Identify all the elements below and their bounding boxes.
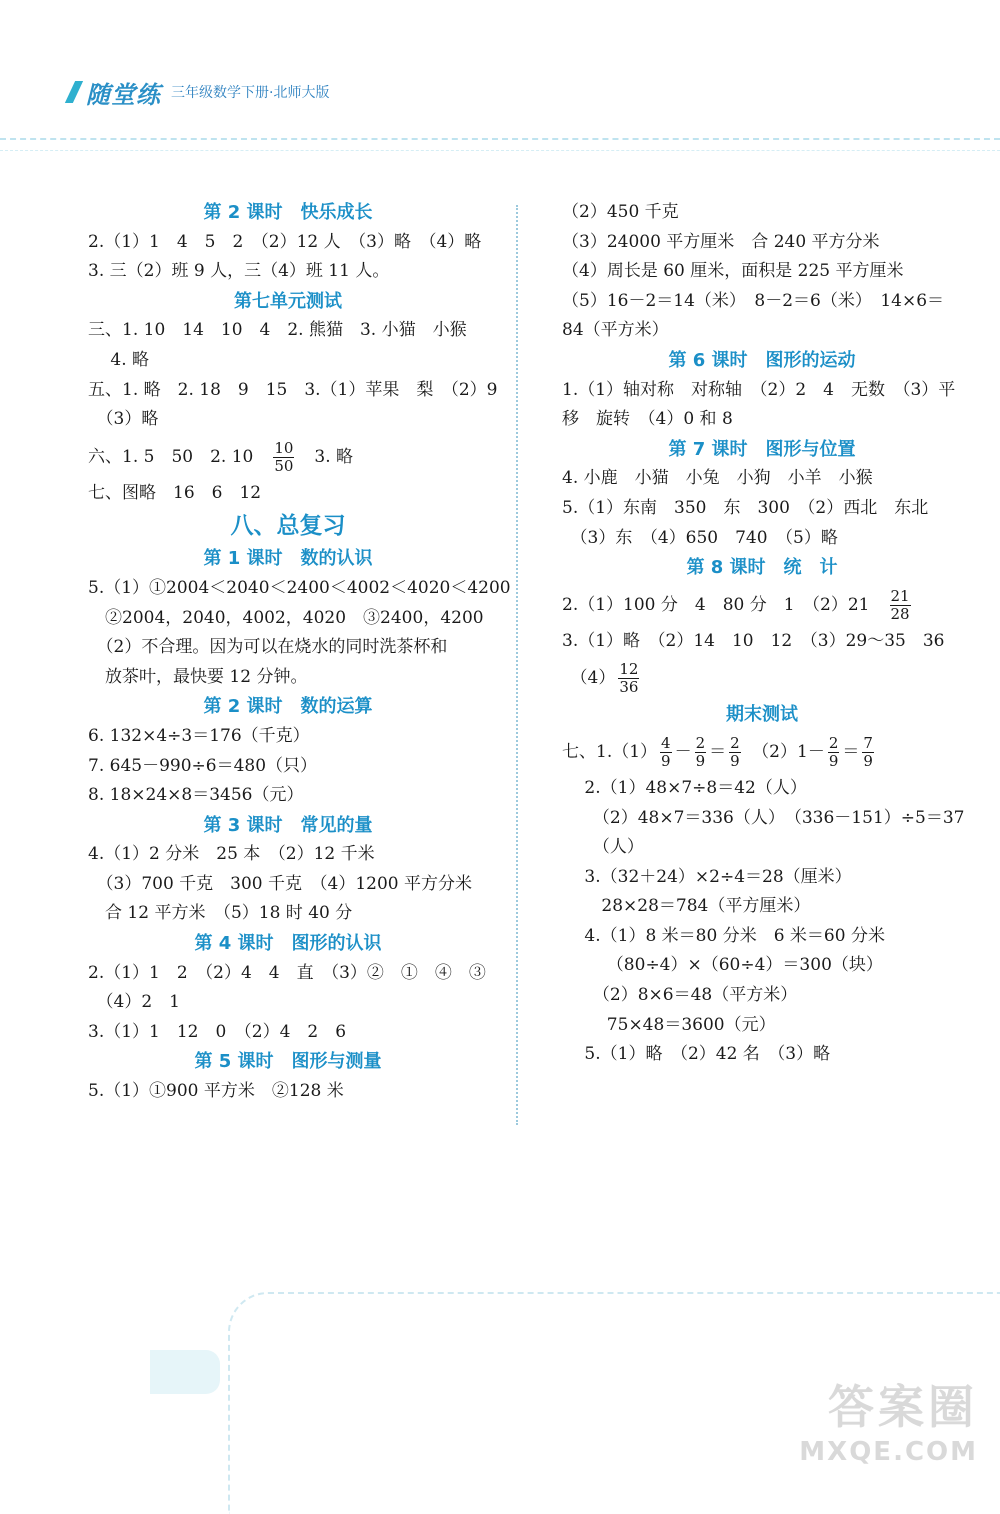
watermark bbox=[799, 1371, 978, 1467]
answer-line: 2.（1）48×7÷8＝42（人） bbox=[562, 777, 807, 798]
watermark-logo: 答案圈 bbox=[828, 1380, 978, 1434]
answer-line: 放茶叶，最快要 12 分钟。 bbox=[88, 666, 308, 687]
section-heading: 第 4 课时 图形的认识 bbox=[194, 933, 382, 955]
denominator: 9 bbox=[695, 751, 706, 770]
section-heading: 第 1 课时 数的认识 bbox=[203, 548, 373, 570]
operator: ＝ bbox=[842, 741, 860, 762]
answer-line: 3.（32＋24）×2÷4＝28（厘米） bbox=[562, 866, 852, 887]
answer-line: 1.（1）轴对称 对称轴 （2）2 4 无数 （3）平 bbox=[562, 379, 956, 400]
fraction bbox=[273, 440, 294, 475]
answer-line: 84（平方米） bbox=[562, 320, 669, 341]
answer-line: ②2004，2040，4002，4020 ③2400，4200 bbox=[88, 607, 484, 628]
answer-line: 3.（1）略 （2）14 10 12 （3）29～35 36 bbox=[562, 630, 945, 651]
answer-column-left bbox=[88, 198, 511, 1107]
answer-line: 移 旋转 （4）0 和 8 bbox=[562, 409, 733, 430]
section-heading: 第 8 课时 统 计 bbox=[686, 557, 838, 579]
numerator: 2 bbox=[695, 733, 706, 752]
answer-line: 5.（1）①900 平方米 ②128 米 bbox=[88, 1081, 344, 1102]
page-tab bbox=[150, 1350, 220, 1394]
header-divider-secondary bbox=[0, 150, 1000, 151]
fraction bbox=[729, 735, 741, 770]
numerator: 21 bbox=[890, 586, 910, 605]
answer-line: 5.（1）东南 350 东 300 （2）西北 东北 bbox=[562, 497, 929, 518]
book-title: 三年级数学下册·北师大版 bbox=[171, 85, 330, 101]
answer-line: （3）700 千克 300 千克 （4）1200 平方分米 bbox=[88, 873, 473, 894]
answer-line: 5.（1）略 （2）42 名 （3）略 bbox=[562, 1044, 831, 1065]
series-logo: 随堂练 bbox=[86, 80, 161, 109]
header-divider bbox=[0, 138, 1000, 140]
answer-line: 2.（1）1 4 5 2 （2）12 人 （3）略 （4）略 bbox=[88, 231, 482, 252]
section-heading: 第 7 课时 图形与位置 bbox=[668, 438, 856, 460]
answer-text: 七、1.（1） bbox=[562, 741, 658, 762]
answer-line: （人） bbox=[562, 837, 644, 858]
answer-line: （5）16－2＝14（米） 8－2＝6（米） 14×6＝ bbox=[562, 290, 945, 311]
numerator: 2 bbox=[730, 733, 740, 752]
answer-line: 合 12 平方米 （5）18 时 40 分 bbox=[88, 903, 353, 924]
answer-line: 4. 略 bbox=[88, 349, 150, 370]
answer-text: 2.（1）100 分 4 80 分 1 （2）21 bbox=[562, 594, 887, 615]
section-heading: 第七单元测试 bbox=[234, 290, 342, 312]
numerator: 10 bbox=[274, 438, 294, 457]
answer-line: 五、1. 略 2. 18 9 15 3.（1）苹果 梨 （2）9 bbox=[88, 379, 498, 400]
answer-line: （3）略 bbox=[88, 409, 159, 430]
answer-line: （3）东 （4）650 740 （5）略 bbox=[562, 527, 838, 548]
fraction bbox=[890, 588, 911, 623]
answer-line: （4）2 1 bbox=[88, 992, 180, 1013]
column-divider bbox=[516, 205, 518, 1125]
section-heading: 第 5 课时 图形与测量 bbox=[194, 1051, 382, 1073]
answer-line bbox=[88, 435, 488, 479]
denominator: 9 bbox=[863, 751, 873, 770]
denominator: 9 bbox=[661, 751, 671, 770]
section-heading: 期末测试 bbox=[726, 704, 798, 726]
answer-line bbox=[562, 583, 962, 627]
answer-line: 28×28＝784（平方厘米） bbox=[562, 896, 811, 917]
answer-line: （4）周长是 60 厘米，面积是 225 平方厘米 bbox=[562, 261, 904, 282]
answer-line: 七、图略 16 6 12 bbox=[88, 482, 262, 503]
pen-icon bbox=[65, 81, 83, 103]
page-header bbox=[70, 72, 329, 112]
answer-text: 3. 略 bbox=[297, 446, 354, 467]
numerator: 12 bbox=[619, 660, 639, 679]
fraction bbox=[862, 735, 874, 770]
operator: － bbox=[674, 741, 692, 762]
section-heading: 第 2 课时 数的运算 bbox=[203, 696, 373, 718]
answer-line: 75×48＝3600（元） bbox=[562, 1014, 776, 1035]
answer-line: （3）24000 平方厘米 合 240 平方分米 bbox=[562, 231, 880, 252]
answer-line: 4.（1）2 分米 25 本 （2）12 千米 bbox=[88, 844, 375, 865]
denominator: 36 bbox=[619, 678, 639, 697]
answer-text: （4） bbox=[562, 668, 616, 689]
answer-column-right bbox=[562, 198, 965, 1070]
answer-line bbox=[562, 656, 962, 700]
answer-line bbox=[562, 730, 962, 774]
answer-line: （2）8×6＝48（平方米） bbox=[562, 985, 798, 1006]
fraction bbox=[660, 735, 672, 770]
answer-text: （2）1－ bbox=[743, 741, 825, 762]
answer-line: （2）48×7＝336（人） （336－151）÷5＝37 bbox=[562, 807, 965, 828]
denominator: 9 bbox=[828, 751, 839, 770]
numerator: 4 bbox=[661, 733, 671, 752]
answer-line: 4. 小鹿 小猫 小兔 小狗 小羊 小猴 bbox=[562, 468, 873, 489]
chapter-heading: 八、总复习 bbox=[230, 513, 346, 540]
denominator: 50 bbox=[274, 456, 294, 475]
denominator: 9 bbox=[730, 751, 740, 770]
section-heading: 第 6 课时 图形的运动 bbox=[668, 349, 856, 371]
answer-line: 5.（1）①2004＜2040＜2400＜4002＜4020＜4200 bbox=[88, 577, 511, 598]
answer-line: 三、1. 10 14 10 4 2. 熊猫 3. 小猫 小猴 bbox=[88, 320, 467, 341]
fraction bbox=[618, 661, 639, 696]
answer-line: 8. 18×24×8＝3456（元） bbox=[88, 785, 304, 806]
section-heading: 第 3 课时 常见的量 bbox=[203, 814, 373, 836]
answer-line: 3. 三（2）班 9 人，三（4）班 11 人。 bbox=[88, 261, 390, 282]
answer-text: 六、1. 5 50 2. 10 bbox=[88, 446, 271, 467]
answer-line: 4.（1）8 米＝80 分米 6 米＝60 分米 bbox=[562, 925, 885, 946]
fraction bbox=[828, 735, 840, 770]
operator: ＝ bbox=[709, 741, 727, 762]
answer-line: 2.（1）1 2 （2）4 4 直 （3）② ① ④ ③ bbox=[88, 962, 486, 983]
answer-line: 6. 132×4÷3＝176（千克） bbox=[88, 725, 310, 746]
answer-line: （2）450 千克 bbox=[562, 202, 679, 222]
answer-line: 3.（1）1 12 0 （2）4 2 6 bbox=[88, 1021, 347, 1042]
answer-line: （2）不合理。因为可以在烧水的同时洗茶杯和 bbox=[88, 637, 448, 658]
answer-line: （80÷4）×（60÷4）＝300（块） bbox=[562, 955, 883, 976]
denominator: 28 bbox=[890, 604, 910, 623]
watermark-url: MXQE.COM bbox=[799, 1437, 978, 1467]
section-heading: 第 2 课时 快乐成长 bbox=[203, 202, 373, 223]
numerator: 2 bbox=[828, 733, 839, 752]
fraction bbox=[695, 735, 707, 770]
answer-line: 7. 645－990÷6＝480（只） bbox=[88, 755, 318, 776]
numerator: 7 bbox=[863, 733, 873, 752]
